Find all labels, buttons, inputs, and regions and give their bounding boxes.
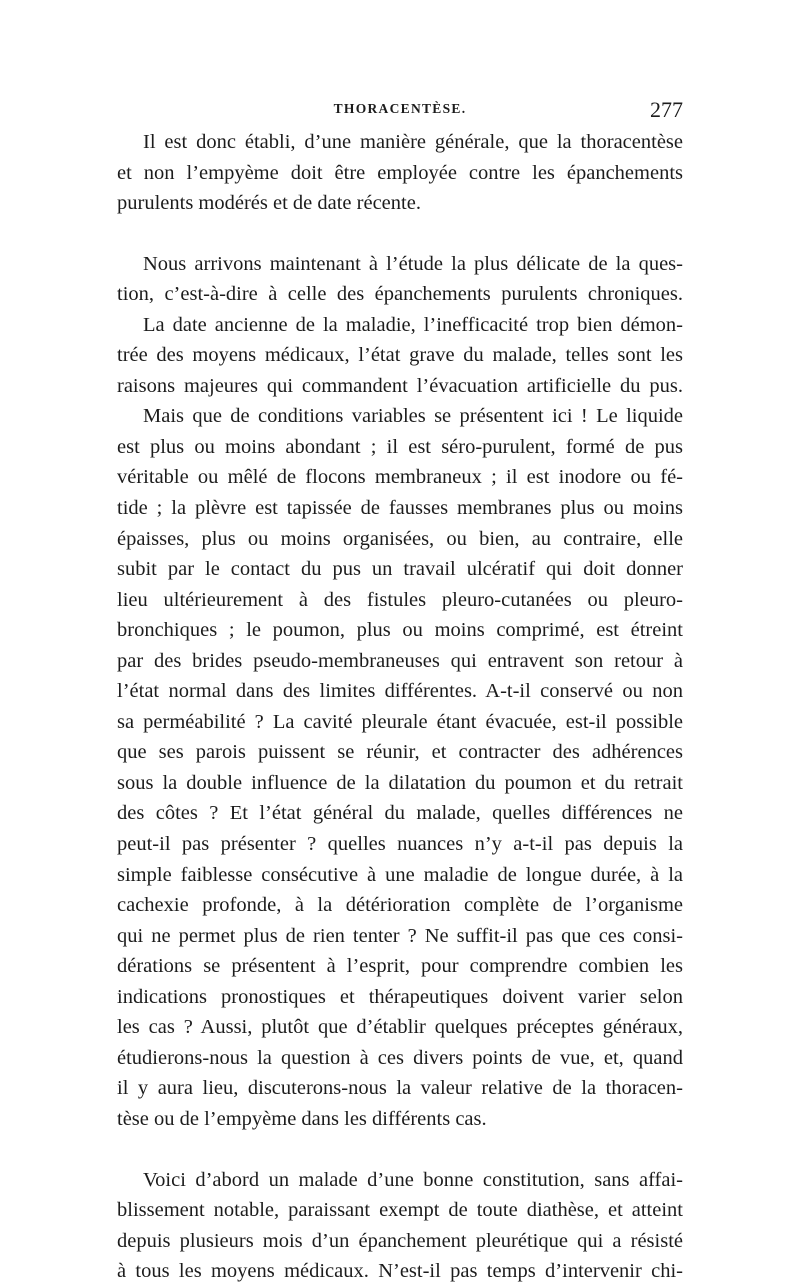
text-line: subit par le contact du pus un travail ulcératif qui doit donner	[117, 558, 683, 581]
section-gap	[117, 1135, 683, 1165]
text-line: blissement notable, paraissant exempt de toute diathèse, et atteint	[117, 1199, 683, 1222]
text-line: véritable ou mêlé de flocons membraneux ; il est inodore ou fé-	[117, 466, 683, 489]
text-line: tide ; la plèvre est tapissée de fausses membranes plus ou moins	[117, 497, 683, 520]
text-line: Il est donc établi, d’une manière générale, que la thoracentèse	[143, 131, 683, 153]
text-line: Mais que de conditions variables se présentent ici ! Le liquide	[143, 405, 683, 428]
text-line: peut-il pas présenter ? quelles nuances n’y a-t-il pas depuis la	[117, 833, 683, 856]
text-line: depuis plusieurs mois d’un épanchement pleurétique qui a résisté	[117, 1229, 683, 1252]
text-line: tèse ou de l’empyème dans les différents cas.	[117, 1107, 487, 1130]
text-line: l’état normal dans des limites différentes. A-t-il conservé ou non	[117, 680, 683, 703]
text-line: lieu ultérieurement à des fistules pleuro-cutanées ou pleuro-	[117, 588, 683, 611]
page-number: 277	[650, 97, 683, 122]
section-gap	[117, 219, 683, 249]
running-head	[117, 97, 683, 123]
body-text	[117, 127, 683, 1287]
text-line: par des brides pseudo-membraneuses qui entravent son retour à	[117, 649, 683, 672]
text-line: étudierons-nous la question à ces divers points de vue, et, quand	[117, 1046, 683, 1069]
text-line: indications pronostiques et thérapeutiques doivent varier selon	[117, 985, 683, 1008]
text-line: tion, c’est-à-dire à celle des épanchements purulents chroniques.	[117, 283, 683, 306]
text-line: les cas ? Aussi, plutôt que d’établir quelques préceptes généraux,	[117, 1016, 683, 1039]
text-line: épaisses, plus ou moins organisées, ou bien, au contraire, elle	[117, 527, 683, 550]
text-line: Voici d’abord un malade d’une bonne constitution, sans affai-	[143, 1168, 683, 1191]
text-line: bronchiques ; le poumon, plus ou moins comprimé, est étreint	[117, 619, 683, 642]
text-line: simple faiblesse consécutive à une maladie de longue durée, à la	[117, 863, 683, 886]
text-line: sa perméabilité ? La cavité pleurale étant évacuée, est-il possible	[117, 710, 683, 733]
text-line: trée des moyens médicaux, l’état grave du malade, telles sont les	[117, 344, 683, 367]
text-line: La date ancienne de la maladie, l’inefficacité trop bien démon-	[143, 313, 683, 336]
text-line: est plus ou moins abondant ; il est séro-purulent, formé de pus	[117, 435, 683, 458]
text-line: des côtes ? Et l’état général du malade, quelles différences ne	[117, 802, 683, 825]
text-line: Nous arrivons maintenant à l’étude la plus délicate de la ques-	[143, 252, 683, 275]
running-title: THORACENTÈSE.	[333, 101, 467, 116]
text-line: il y aura lieu, discuterons-nous la valeur relative de la thoracen-	[117, 1077, 683, 1100]
text-line: raisons majeures qui commandent l’évacuation artificielle du pus.	[117, 374, 683, 397]
text-line: dérations se présentent à l’esprit, pour comprendre combien les	[117, 955, 683, 978]
text-line: purulents modérés et de date récente.	[117, 192, 421, 215]
text-line: cachexie profonde, à la détérioration complète de l’organisme	[117, 894, 683, 917]
text-line: qui ne permet plus de rien tenter ? Ne suffit-il pas que ces consi-	[117, 924, 683, 947]
text-line: et non l’empyème doit être employée contre les épanchements	[117, 161, 683, 184]
text-line: à tous les moyens médicaux. N’est-il pas temps d’intervenir chi-	[117, 1260, 683, 1283]
text-line: sous la double influence de la dilatation du poumon et du retrait	[117, 771, 683, 794]
text-line: que ses parois puissent se réunir, et contracter des adhérences	[117, 741, 683, 764]
